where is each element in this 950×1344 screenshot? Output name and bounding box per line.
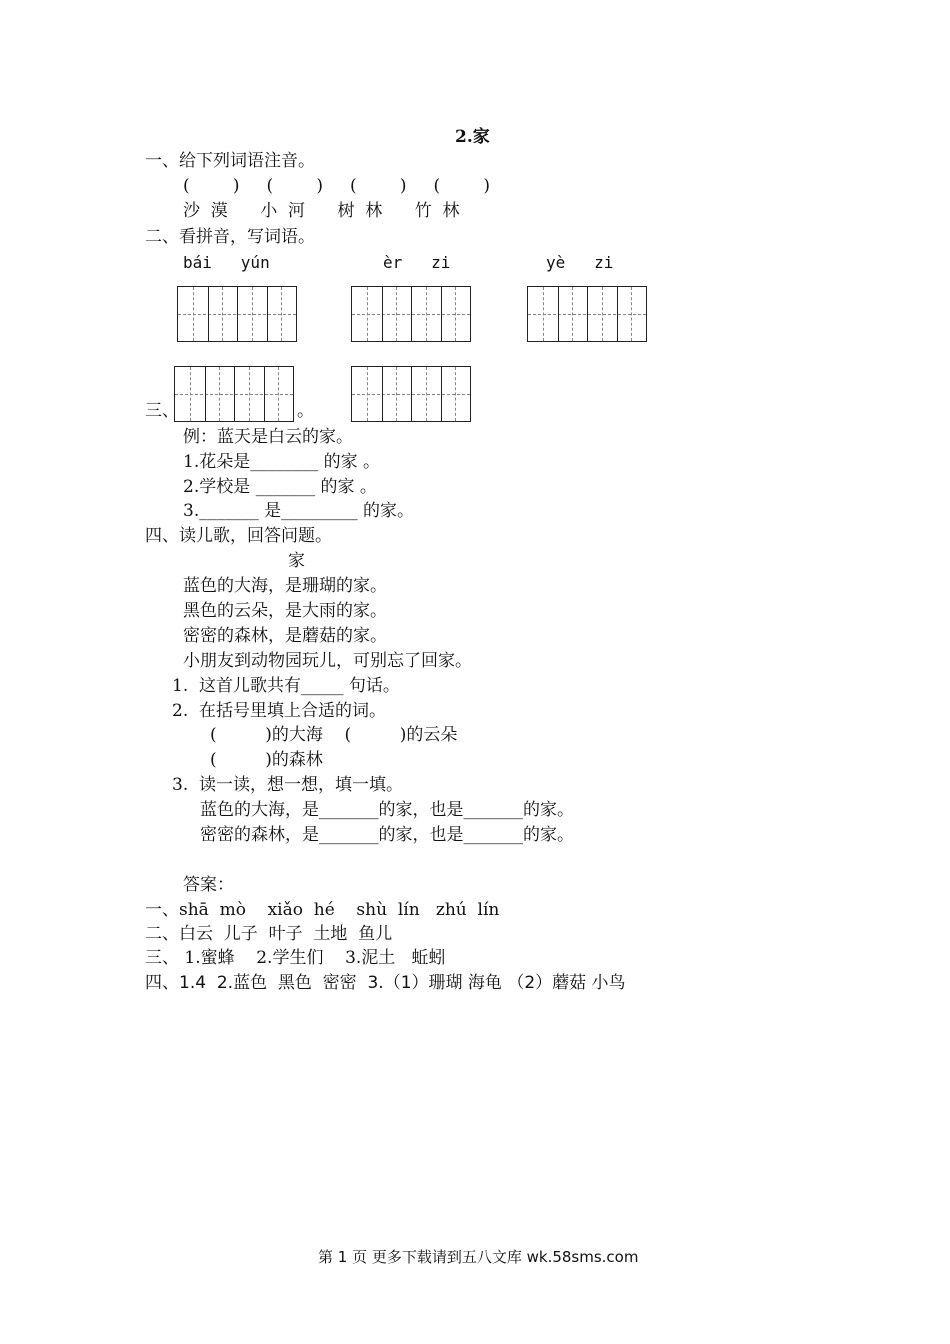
section-2-heading: 二、看拼音，写词语。 xyxy=(145,227,315,247)
writing-grid-4[interactable] xyxy=(174,366,294,422)
section-1-brackets: ( ) ( ) ( ) ( ) xyxy=(183,176,491,196)
grid-guide-line xyxy=(543,287,544,341)
grid-guide-line xyxy=(252,287,253,341)
section-1-words: 沙 漠 小 河 树 林 竹 林 xyxy=(183,201,460,221)
grid-cell-divider xyxy=(411,367,412,421)
grid-guide-line xyxy=(455,287,456,341)
grid-cell-divider xyxy=(234,367,235,421)
section-4-q3-a: 蓝色的大海，是_______的家，也是_______的家。 xyxy=(200,800,574,820)
grid-guide-line xyxy=(631,287,632,341)
page-footer: 第 1 页 更多下载请到五八文库 wk.58sms.com xyxy=(318,1248,639,1266)
grid-cell-divider xyxy=(441,367,442,421)
answer-2: 二、白云 儿子 叶子 土地 鱼儿 xyxy=(145,924,393,944)
section-3-heading-suffix: 。 xyxy=(297,401,314,421)
answer-1: 一、shā mò xiǎo hé shù lín zhú lín xyxy=(145,900,500,920)
grid-cell-divider xyxy=(441,287,442,341)
grid-cell-divider xyxy=(617,287,618,341)
answer-3: 三、 1.蜜蜂 2.学生们 3.泥土 蚯蚓 xyxy=(145,948,446,968)
poem-line-4: 小朋友到动物园玩儿，可别忘了回家。 xyxy=(183,651,472,671)
section-3-heading-prefix: 三、 xyxy=(145,401,179,421)
grid-cell-divider xyxy=(382,367,383,421)
section-3-q2: 2.学校是 _______ 的家 。 xyxy=(183,477,377,497)
grid-guide-line xyxy=(193,287,194,341)
pinyin-1: bái yún xyxy=(183,253,270,272)
section-4-q3: 3. 读一读，想一想，填一填。 xyxy=(172,775,404,795)
section-4-q2: 2. 在括号里填上合适的词。 xyxy=(172,701,387,721)
section-4-q2-a: ( )的大海 ( )的云朵 xyxy=(210,725,458,745)
writing-grid-1[interactable] xyxy=(177,286,297,342)
section-3-example: 例：蓝天是白云的家。 xyxy=(183,427,353,447)
grid-guide-line xyxy=(222,287,223,341)
grid-guide-line xyxy=(572,287,573,341)
section-4-heading: 四、读儿歌，回答问题。 xyxy=(145,526,332,546)
grid-cell-divider xyxy=(208,287,209,341)
answer-4: 四、1.4 2.蓝色 黑色 密密 3.（1）珊瑚 海龟 （2）蘑菇 小鸟 xyxy=(145,973,626,993)
section-4-q1: 1. 这首儿歌共有_____ 句话。 xyxy=(172,676,400,696)
section-4-q3-b: 密密的森林，是_______的家，也是_______的家。 xyxy=(200,825,574,845)
grid-guide-line xyxy=(367,367,368,421)
grid-guide-line xyxy=(455,367,456,421)
poem-line-3: 密密的森林，是蘑菇的家。 xyxy=(183,626,387,646)
writing-grid-2[interactable] xyxy=(351,286,471,342)
grid-cell-divider xyxy=(237,287,238,341)
section-3-q3: 3._______ 是_________ 的家。 xyxy=(183,501,415,521)
grid-guide-line xyxy=(219,367,220,421)
grid-guide-line xyxy=(426,287,427,341)
grid-guide-line xyxy=(602,287,603,341)
grid-guide-line xyxy=(396,287,397,341)
grid-cell-divider xyxy=(558,287,559,341)
writing-grid-5[interactable] xyxy=(351,366,471,422)
grid-cell-divider xyxy=(382,287,383,341)
page-title: 2.家 xyxy=(455,127,490,147)
grid-guide-line xyxy=(278,367,279,421)
pinyin-3: yè zi xyxy=(546,253,614,272)
grid-cell-divider xyxy=(205,367,206,421)
grid-cell-divider xyxy=(264,367,265,421)
poem-title: 家 xyxy=(288,551,305,571)
grid-cell-divider xyxy=(587,287,588,341)
section-4-q2-b: ( )的森林 xyxy=(210,750,323,770)
answers-heading: 答案： xyxy=(183,875,234,895)
grid-guide-line xyxy=(249,367,250,421)
poem-line-1: 蓝色的大海，是珊瑚的家。 xyxy=(183,576,387,596)
pinyin-2: èr zi xyxy=(383,253,451,272)
grid-guide-line xyxy=(367,287,368,341)
grid-guide-line xyxy=(396,367,397,421)
grid-guide-line xyxy=(281,287,282,341)
poem-line-2: 黑色的云朵，是大雨的家。 xyxy=(183,601,387,621)
grid-guide-line xyxy=(426,367,427,421)
grid-cell-divider xyxy=(411,287,412,341)
grid-guide-line xyxy=(190,367,191,421)
section-1-heading: 一、给下列词语注音。 xyxy=(145,151,315,171)
grid-cell-divider xyxy=(267,287,268,341)
section-3-q1: 1.花朵是________ 的家 。 xyxy=(183,452,381,472)
writing-grid-3[interactable] xyxy=(527,286,647,342)
